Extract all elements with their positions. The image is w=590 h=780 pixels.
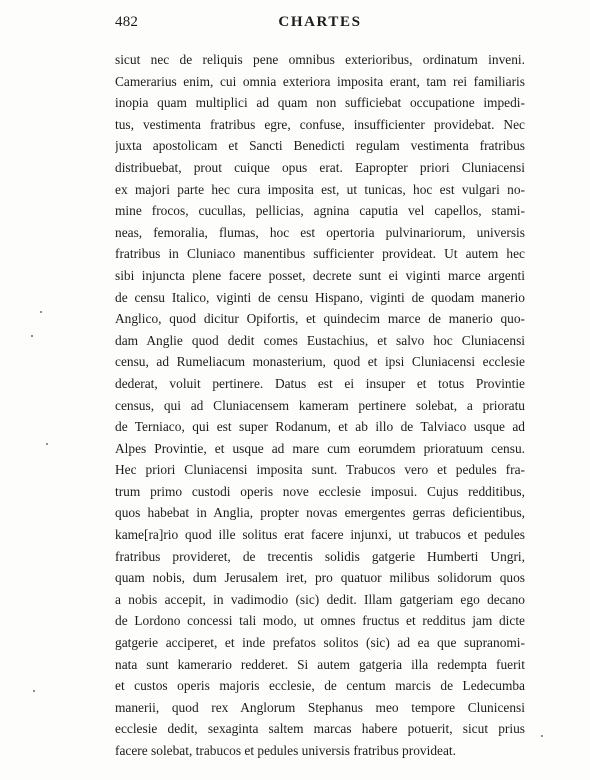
scan-speck <box>46 443 48 445</box>
scan-speck <box>33 690 35 692</box>
text-line: mine frocos, cucullas, pellicias, agnina caputia vel capellos, stami- <box>115 203 525 219</box>
text-line: manerii, quod rex Anglorum Stephanus meo tempore Clunicensi <box>115 699 525 715</box>
page-number: 482 <box>115 14 139 30</box>
text-line: sibi injuncta plene facere posset, decrete sunt ei viginti marce argenti <box>115 267 525 283</box>
text-line: a nobis accepit, in vadimodio (sic) dedit. Illam gatgeriam ego decano <box>115 591 525 607</box>
scan-speck <box>541 735 543 737</box>
text-line: de Terniaco, qui est super Rodanum, et ab illo de Talviaco usque ad <box>115 419 525 435</box>
text-line: juxta apostolicam et Sancti Benedicti regulam vestimenta fratribus <box>115 138 525 154</box>
text-line: de Lordono concessi tali modo, ut omnes fructus et redditus jam dicte <box>115 613 525 629</box>
text-line: Anglico, quod dicitur Opifortis, et quindecim marce de manerio quo- <box>115 311 525 327</box>
text-line: censu, ad Rumeliacum monasterium, quod et ipsi Cluniacensi ecclesie <box>115 354 525 370</box>
scan-speck <box>31 335 33 337</box>
text-line: facere solebat, trabucos et pedules universis fratribus provideat. <box>115 743 456 758</box>
text-line: Hec priori Cluniacensi imposita sunt. Trabucos vero et pedules fra- <box>115 462 525 478</box>
text-line: quos habebat in Anglia, propter novas emergentes gerras deficientibus, <box>115 505 525 521</box>
text-line: et custos operis majoris ecclesie, de centum marcis de Ledecumba <box>115 678 525 694</box>
text-line: kame[ra]rio quod ille solitus erat facere injunxi, ut trabucos et pedules <box>115 527 525 543</box>
text-line: de censu Italico, viginti de censu Hispano, viginti de quodam manerio <box>115 289 525 305</box>
text-line: Alpes Provintie, et usque ad mare cum eorumdem prioratuum censu. <box>115 440 525 456</box>
text-line: gatgerie acciperet, et inde prefatos solitos (sic) ad ea que supranomi- <box>115 635 525 651</box>
text-line: ecclesie dedit, sexaginta saltem marcas habere potuerit, sicut prius <box>115 721 525 737</box>
text-line: ex majori parte hec cura imposita est, ut tunicas, hoc est vulgari no- <box>115 181 525 197</box>
page-header <box>115 14 525 36</box>
text-line: census, qui ad Cluniacensem kameram pertinere solebat, a prioratu <box>115 397 525 413</box>
text-line: fratribus provideret, de trecentis solidis gatgerie Humberti Ungri, <box>115 548 525 564</box>
text-line: Camerarius enim, cui omnia exteriora imposita erant, tam rei familiaris <box>115 73 525 89</box>
scan-speck <box>40 311 42 313</box>
text-line: inopia quam multiplici ad quam non sufficiebat occupatione impedi- <box>115 95 525 111</box>
text-line: neas, femoralia, flumas, hoc est opertoria pulvinariorum, universis <box>115 224 525 240</box>
text-line: distribuebat, prout cuique opus erat. Eapropter priori Cluniacensi <box>115 159 525 175</box>
text-line: fratribus in Cluniaco manentibus sufficienter provideat. Ut autem hec <box>115 246 525 262</box>
text-line: quam nobis, dum Jerusalem iret, pro quatuor milibus solidorum quos <box>115 570 525 586</box>
body-text <box>115 49 525 762</box>
text-line: dam Anglie quod dedit comes Eustachius, et salvo hoc Cluniacensi <box>115 332 525 348</box>
text-line: sicut nec de reliquis pene omnibus exterioribus, ordinatum inveni. <box>115 52 525 67</box>
text-line: trum primo custodi operis nove ecclesie imposui. Cujus redditibus, <box>115 483 525 499</box>
text-line: dederat, voluit pertinere. Datus est ei insuper et totus Provintie <box>115 375 525 391</box>
text-line: nata sunt kamerario redderet. Si autem gatgeria illa redempta fuerit <box>115 656 525 672</box>
running-title: CHARTES <box>278 14 362 30</box>
text-line: tus, vestimenta fratribus egre, confuse, insufficienter providebat. Nec <box>115 116 525 132</box>
